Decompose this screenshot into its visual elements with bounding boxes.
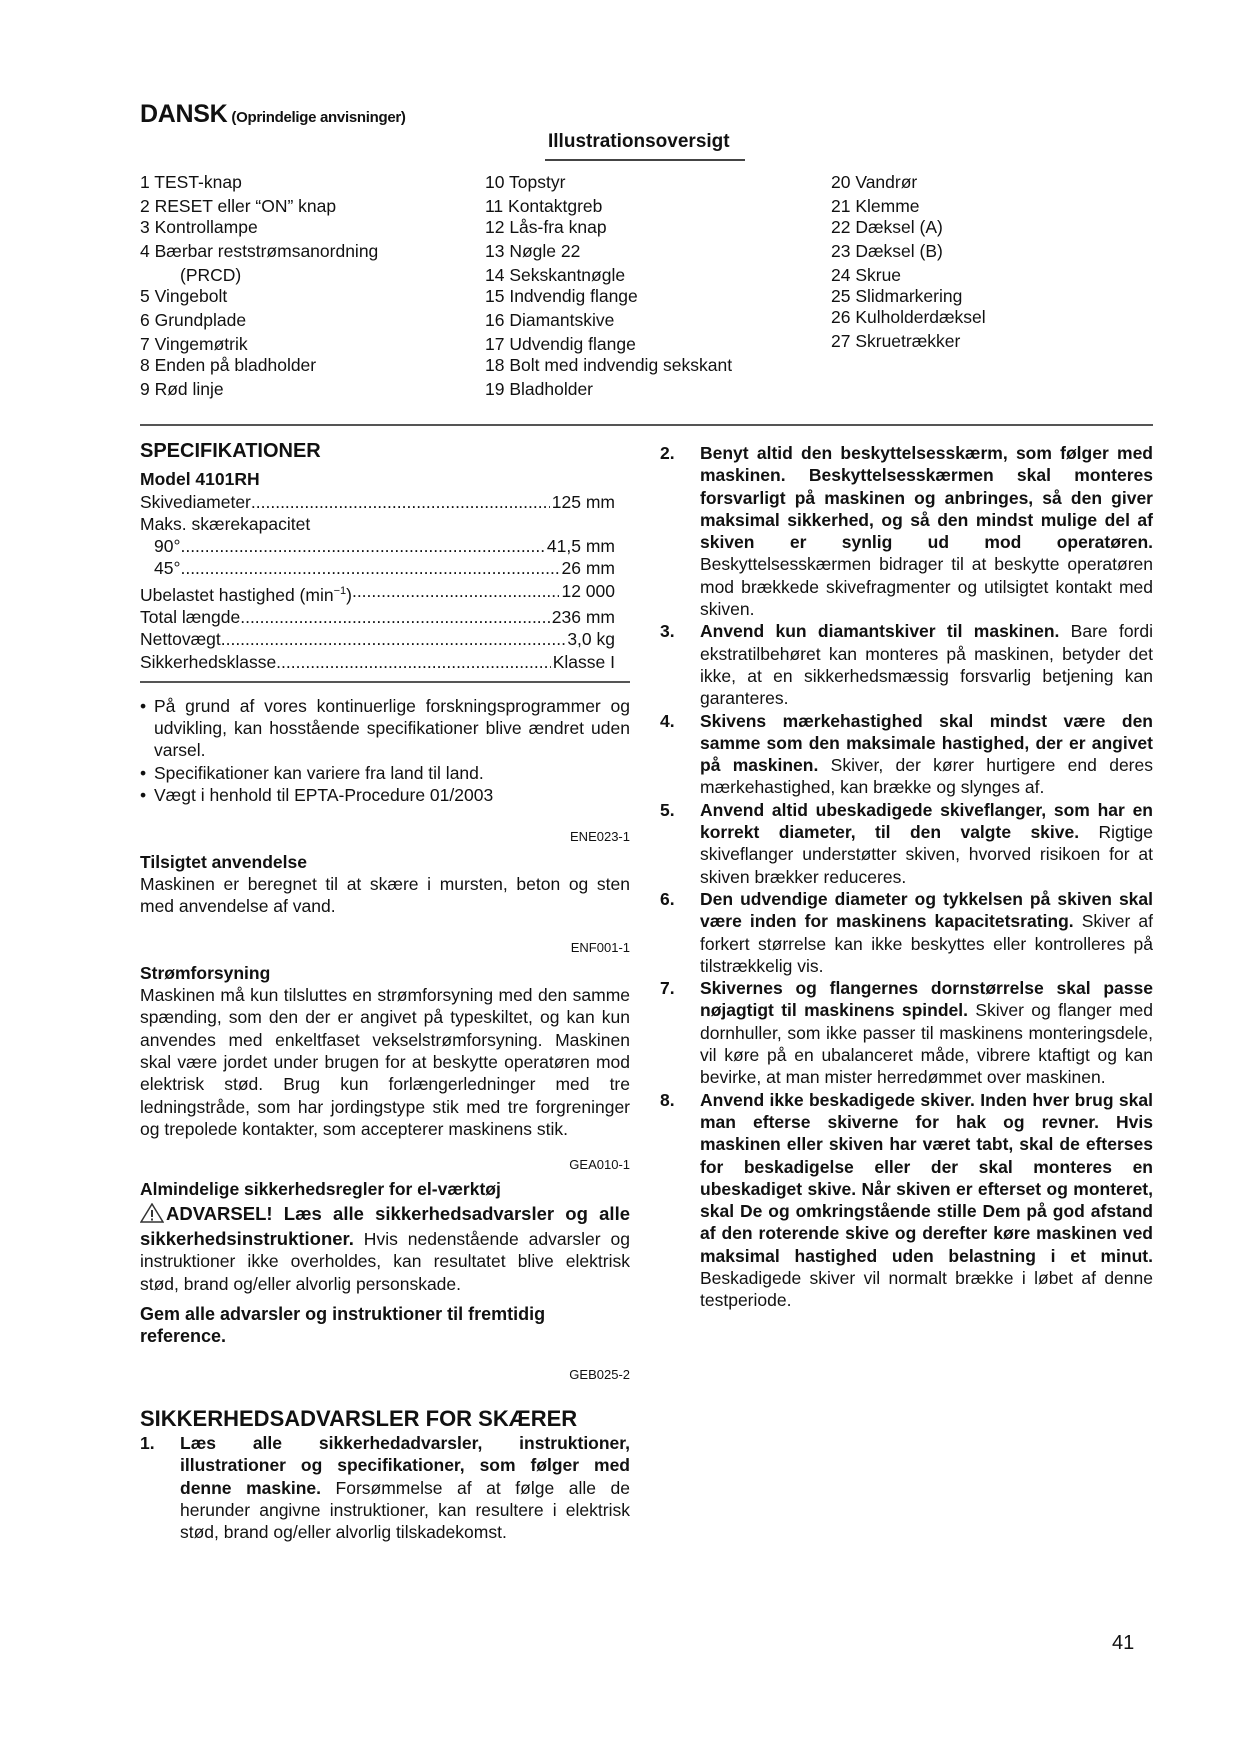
section-code: GEA010-1 <box>569 1157 630 1173</box>
title-underline <box>545 159 745 161</box>
part-item: 18 Bolt med indvendig sekskant <box>485 355 733 375</box>
spec-value: 12 000 <box>561 580 615 601</box>
part-item: 2 RESET eller “ON” knap <box>140 196 337 216</box>
specs-title: SPECIFIKATIONER <box>140 440 321 462</box>
safety-item: 7. Skivernes og flangernes dornstørrelse skal passe nøjagtigt til maskinens spindel. Skiver og flanger med dornhuller, som ikke passer til maskinens monteringsdele, vil køre på en ubalanceret måde, vibrere ktaftigt og kan bevirke, at man mister herredømmet over maskinen. <box>660 978 1153 1088</box>
page-number: 41 <box>1112 1632 1135 1654</box>
spec-divider <box>140 681 630 683</box>
part-item: 6 Grundplade <box>140 310 247 330</box>
part-item: 15 Indvendig flange <box>485 286 638 306</box>
part-item: 5 Vingebolt <box>140 286 228 306</box>
spec-label: Maks. skærekapacitet <box>140 513 311 534</box>
left-column <box>140 436 630 1544</box>
parts-list-col-2 <box>485 172 732 400</box>
general-safety-warning: ADVARSEL! Læs alle sikkerhedsadvarsler og alle sikkerhedsinstruktioner. Hvis nedenstående advarsler og instruktioner ikke overholdes, kan resultatet blive elektrisk stød, brand og/eller alvorlig personskade. <box>140 1202 630 1294</box>
spec-value: 125 mm <box>551 491 615 512</box>
part-item: 17 Udvendig flange <box>485 334 636 354</box>
part-item: 25 Slidmarkering <box>831 286 963 306</box>
part-item: 11 Kontaktgreb <box>485 196 603 216</box>
spec-label: Skivediameter <box>140 491 251 512</box>
safety-item: 2. Benyt altid den beskyttelsesskærm, som følger med maskinen. Beskyttelsesskærmen skal monteres forsvarligt på maskinen og anbringes, så den giver maksimal sikkerhed, og så den mindst mulige del af skiven er synlig ud mod operatøren. Beskyttelsesskærmen bidrager til at beskytte operatøren mod brækkede skivefragmenter og utilsigtet kontakt med skiven. <box>660 443 1153 620</box>
intended-use-title: Tilsigtet anvendelse <box>140 851 307 872</box>
part-item: 4 Bærbar reststrømsanordning <box>140 241 379 261</box>
language-label: DANSK <box>140 100 228 128</box>
spec-row <box>140 580 615 606</box>
part-item: 13 Nøgle 22 <box>485 241 581 261</box>
part-item: 1 TEST-knap <box>140 172 242 192</box>
spec-label: Nettovægt <box>140 629 221 650</box>
part-item: 9 Rød linje <box>140 379 224 399</box>
spec-value: 236 mm <box>551 606 615 627</box>
part-item: 8 Enden på bladholder <box>140 355 317 375</box>
section-divider <box>140 424 1153 426</box>
spec-row <box>140 513 615 535</box>
spec-note: • Specifikationer kan variere fra land til land. <box>140 762 484 783</box>
part-item: 26 Kulholderdæksel <box>831 307 986 327</box>
warning-triangle-icon <box>140 1203 164 1228</box>
part-item: 14 Sekskantnøgle <box>485 265 626 285</box>
power-supply-text: Maskinen må kun tilsluttes en strømforsyning med den samme spænding, som den der er angivet på typeskiltet, og kan kun anvendes med enkeltfaset vekselstrømforsyning. Maskinen skal være jordet under brugen for at beskytte operatøren mod elektrisk stød. Brug kun forlængerledninger med tre ledningstråde, som har jordingstype stik med tre forgreninger og trepolede kontakter, som accepterer maskinens stik. <box>140 985 630 1139</box>
part-item: 20 Vandrør <box>831 172 918 192</box>
spec-value: Klasse I <box>552 651 615 672</box>
spec-value: 26 mm <box>561 558 615 579</box>
illustration-overview-title: Illustrationsoversigt <box>548 131 730 152</box>
safety-item: 1. Læs alle sikkerhedadvarsler, instruktioner, illustrationer og specifikationer, som følger med denne maskine. Forsømmelse af at følge alle de herunder angivne instruktioner, kan resultere i elektrisk stød, brand og/eller alvorlig tilskadekomst. <box>140 1433 630 1543</box>
safety-item: 4. Skivens mærkehastighed skal mindst være den samme som den maksimale hastighed, der er angivet på maskinen. Skiver, der kører hurtigere end deres mærkehastighed, kan brække og slynges af. <box>660 710 1153 798</box>
language-note: (Oprindelige anvisninger) <box>231 109 406 126</box>
spec-row <box>140 491 615 513</box>
right-column <box>660 436 1153 1312</box>
parts-list-col-3 <box>831 172 986 352</box>
spec-value: 41,5 mm <box>546 536 615 557</box>
safety-item: 6. Den udvendige diameter og tykkelsen på skiven skal være inden for maskinens kapacitetsrating. Skiver af forkert størrelse kan ikke beskyttes eller kontrolleres på tilstrækkelig vis. <box>660 888 1153 976</box>
part-item: 12 Lås-fra knap <box>485 217 607 237</box>
part-item: 24 Skrue <box>831 265 902 285</box>
section-code: ENE023-1 <box>570 829 630 845</box>
part-item: 7 Vingemøtrik <box>140 334 248 354</box>
safety-item: 8. Anvend ikke beskadigede skiver. Inden hver brug skal man efterse skiverne for hak og revner. Hvis maskinen eller skiven har været tabt, skal de efterses for beskadigelse eller der skal monteres en ubeskadiget skive. Når skiven er efterset og monteret, skal De og omkringstående stille Dem på god afstand af den roterende skive og derefter køre maskinen ved maksimal hastighed uden belastning i et minut. Beskadigede skiver vil normalt brække i løbet af denne testperiode. <box>660 1089 1153 1311</box>
language-title <box>140 100 406 129</box>
parts-list-col-1 <box>140 172 378 400</box>
section-code: ENF001-1 <box>570 940 630 956</box>
keep-instructions-note: Gem alle advarsler og instruktioner til fremtidig reference. <box>140 1303 546 1347</box>
power-supply-title: Strømforsyning <box>140 962 271 983</box>
safety-item: 3. Anvend kun diamantskiver til maskinen. Bare fordi ekstratilbehøret kan monteres på maskinen, betyder det ikke, at en sikkerhedsmæssig forsvarlig betjening kan garanteres. <box>660 621 1154 709</box>
part-item-continued: (PRCD) <box>180 265 242 285</box>
safety-item: 5. Anvend altid ubeskadigede skiveflanger, som har en korrekt diameter, til den valgte skive. Rigtige skiveflanger understøtter skiven, hvorved risikoen for at skiven brækker reduceres. <box>660 799 1153 887</box>
spec-row <box>140 628 615 650</box>
spec-value: 3,0 kg <box>567 629 615 650</box>
spec-label: 90° <box>154 536 181 557</box>
spec-label: Ubelastet hastighed $(\min^{-1})$ <box>140 584 352 605</box>
part-item: 22 Dæksel (A) <box>831 217 943 237</box>
part-item: 21 Klemme <box>831 196 920 216</box>
spec-label: Sikkerhedsklasse <box>140 651 277 672</box>
general-safety-title: Almindelige sikkerhedsregler for el-værktøj <box>140 1179 501 1200</box>
part-item: 23 Dæksel (B) <box>831 241 943 261</box>
part-item: 3 Kontrollampe <box>140 217 258 237</box>
spec-label: Total længde <box>140 606 241 627</box>
spec-label: 45° <box>154 558 181 579</box>
model-name: Model 4101RH <box>140 469 260 490</box>
part-item: 10 Topstyr <box>485 172 566 192</box>
spec-row <box>140 606 615 628</box>
spec-row <box>140 651 615 673</box>
spec-row <box>140 557 615 579</box>
section-code: GEB025-2 <box>569 1366 630 1382</box>
part-item: 19 Bladholder <box>485 379 593 399</box>
part-item: 27 Skruetrækker <box>831 331 961 351</box>
spec-note: • Vægt i henhold til EPTA-Procedure 01/2003 <box>140 784 494 805</box>
intended-use-text: Maskinen er beregnet til at skære i mursten, beton og sten med anvendelse af vand. <box>140 873 630 917</box>
spec-note: • På grund af vores kontinuerlige forskningsprogrammer og udvikling, kan hosstående specifikationer blive ændret uden varsel. <box>140 695 630 761</box>
cutter-safety-title: SIKKERHEDSADVARSLER FOR SKÆRER <box>140 1405 578 1431</box>
part-item: 16 Diamantskive <box>485 310 615 330</box>
spec-row <box>140 535 615 557</box>
